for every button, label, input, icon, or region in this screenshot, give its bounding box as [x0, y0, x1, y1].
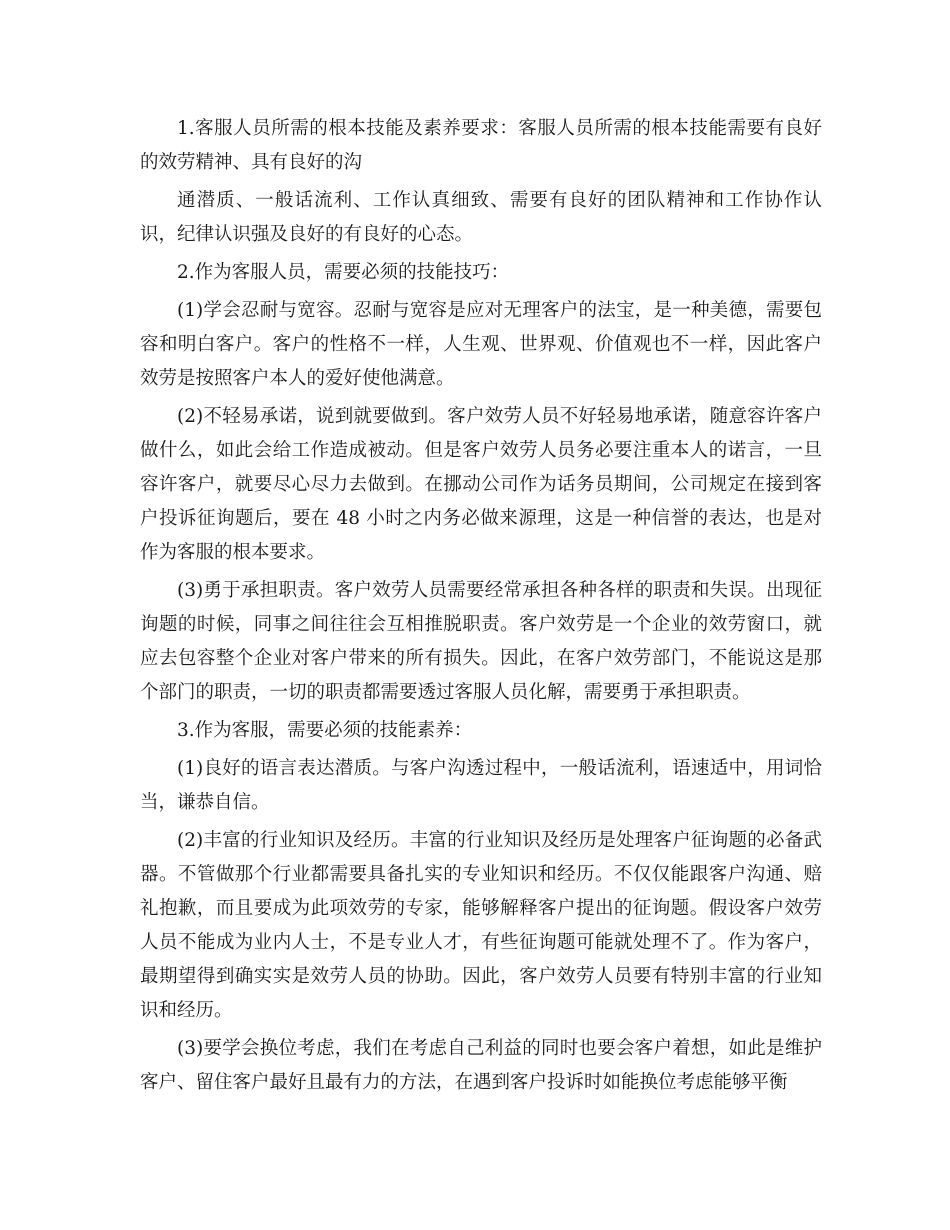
paragraph-2-heading: 2.作为客服人员，需要必须的技能技巧： — [177, 262, 510, 283]
paragraph-2-item-1: (1)学会忍耐与宽容。忍耐与宽容是应对无理客户的法宝，是一种美德，需要包容和明白客户。客户的性格不一样，人生观、世界观、价值观也不一样，因此客户效劳是按照客户本人的爱好使他满意。 — [140, 300, 822, 389]
paragraph-3-heading: 3.作为客服，需要必须的技能素养： — [177, 720, 473, 741]
paragraph-2-item-2: (2)不轻易承诺，说到就要做到。客户效劳人员不好轻易地承诺，随意容许客户做什么，如此会给工作造成被动。但是客户效劳人员务必要注重本人的诺言，一旦容许客户，就要尽心尽力去做到。在挪动公司作为话务员期间，公司规定在接到客户投诉征询题后，要在 48 小时之内务必做来源理，这是一种信誉的表达，也是对作为客服的根本要求。 — [140, 406, 822, 563]
paragraph-3-item-2: (2)丰富的行业知识及经历。丰富的行业知识及经历是处理客户征询题的必备武器。不管做那个行业都需要具备扎实的专业知识和经历。不仅仅能跟客户沟通、赔礼抱歉，而且要成为此项效劳的专家，能够解释客户提出的征询题。假设客户效劳人员不能成为业内人士，不是专业人才，有些征询题可能就处理不了。作为客户，最期望得到确实实是效劳人员的协助。因此，客户效劳人员要有特别丰富的行业知识和经历。 — [140, 830, 822, 1021]
paragraph-2-item-3: (3)勇于承担职责。客户效劳人员需要经常承担各种各样的职责和失误。出现征询题的时候，同事之间往往会互相推脱职责。客户效劳是一个企业的效劳窗口，就应去包容整个企业对客户带来的所有损失。因此，在客户效劳部门，不能说这是那个部门的职责，一切的职责都需要透过客服人员化解，需要勇于承担职责。 — [140, 580, 822, 703]
paragraph-1-heading: 1.客服人员所需的根本技能及素养要求：客服人员所需的根本技能需要有良好的效劳精神、具有良好的沟 — [140, 118, 822, 173]
paragraph-1-continuation: 通潜质、一般话流利、工作认真细致、需要有良好的团队精神和工作协作认识，纪律认识强及良好的有良好的心态。 — [140, 190, 822, 245]
document-body — [140, 112, 822, 1104]
paragraph-3-item-3: (3)要学会换位考虑，我们在考虑自己利益的同时也要会客户着想，如此是维护客户、留住客户最好且最有力的方法，在遇到客户投诉时如能换位考虑能够平衡 — [140, 1038, 822, 1093]
paragraph-3-item-1: (1)良好的语言表达潜质。与客户沟透过程中，一般话流利，语速适中，用词恰当，谦恭自信。 — [140, 758, 822, 813]
